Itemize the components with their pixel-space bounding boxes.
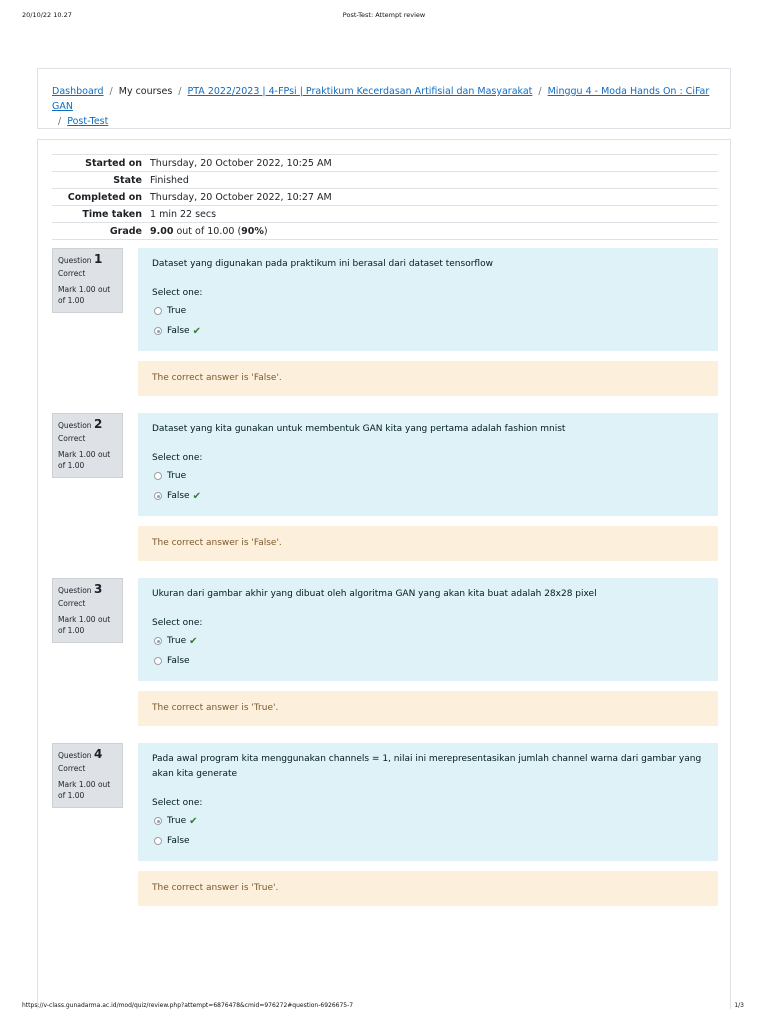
question-info (52, 578, 123, 643)
question-state: Correct (58, 599, 86, 608)
grade-percent: 90% (241, 225, 264, 237)
question-label: Question (58, 421, 92, 430)
question-number: 3 (93, 582, 103, 596)
breadcrumb-quiz-link[interactable]: Post-Test (67, 116, 109, 127)
summary-row-started (52, 155, 718, 172)
question-feedback (138, 526, 718, 561)
question-formulation (138, 248, 718, 351)
select-one-prompt: Select one: (152, 453, 203, 463)
select-one-prompt: Select one: (152, 798, 203, 808)
breadcrumb-card (37, 68, 731, 129)
option-false[interactable] (154, 831, 704, 851)
print-title: Post-Test: Attempt review (342, 11, 426, 19)
option-label: False (167, 325, 190, 336)
question-formulation (138, 578, 718, 681)
radio-icon[interactable] (154, 657, 162, 665)
option-label: False (167, 835, 190, 846)
radio-icon[interactable] (154, 637, 162, 645)
grade-label: Grade (109, 225, 142, 237)
correct-answer-text: The correct answer is 'True'. (152, 703, 279, 713)
radio-icon[interactable] (154, 327, 162, 335)
breadcrumb-separator: / (109, 86, 113, 97)
question-feedback (138, 361, 718, 396)
check-icon: ✔ (189, 815, 198, 827)
breadcrumb-separator: / (538, 86, 542, 97)
question-feedback (138, 691, 718, 726)
breadcrumb-separator: / (178, 86, 182, 97)
question-number: 1 (93, 252, 103, 266)
question-state: Correct (58, 764, 86, 773)
breadcrumb-week-link[interactable]: Minggu 4 - Moda Hands On : CiFar GAN (52, 86, 710, 112)
check-icon: ✔ (192, 490, 201, 502)
completed-label: Completed on (67, 191, 142, 203)
breadcrumb (52, 84, 722, 129)
grade-score: 9.00 (150, 225, 174, 237)
question-feedback (138, 871, 718, 906)
option-false[interactable] (154, 486, 704, 506)
question-state: Correct (58, 269, 86, 278)
option-label: False (167, 655, 190, 666)
correct-answer-text: The correct answer is 'False'. (152, 538, 282, 548)
breadcrumb-separator: / (58, 116, 62, 127)
question-text: Dataset yang kita gunakan untuk membentuk GAN kita yang pertama adalah fashion mnist (152, 424, 566, 434)
breadcrumb-my-courses: My courses (118, 86, 173, 97)
started-value: Thursday, 20 October 2022, 10:25 AM (150, 157, 332, 169)
option-label: True (167, 470, 187, 481)
check-icon: ✔ (189, 635, 198, 647)
question-mark: Mark 1.00 out of 1.00 (58, 450, 111, 470)
option-false[interactable] (154, 321, 704, 341)
question-info (52, 743, 123, 808)
option-true[interactable] (154, 301, 704, 321)
question-mark: Mark 1.00 out of 1.00 (58, 285, 111, 305)
radio-icon[interactable] (154, 837, 162, 845)
grade-value (150, 223, 718, 240)
option-false[interactable] (154, 651, 704, 671)
question-state: Correct (58, 434, 86, 443)
summary-row-completed (52, 189, 718, 206)
question-info (52, 413, 123, 478)
summary-row-state (52, 172, 718, 189)
breadcrumb-dashboard-link[interactable]: Dashboard (52, 86, 104, 97)
question-text: Dataset yang digunakan pada praktikum ini berasal dari dataset tensorflow (152, 259, 493, 269)
breadcrumb-course-link[interactable]: PTA 2022/2023 | 4-FPsi | Praktikum Kecerdasan Artifisial dan Masyarakat (187, 86, 533, 97)
radio-icon[interactable] (154, 492, 162, 500)
option-label: True (167, 815, 187, 826)
question-mark: Mark 1.00 out of 1.00 (58, 780, 111, 800)
summary-row-time (52, 206, 718, 223)
option-label: True (167, 305, 187, 316)
question-number: 2 (93, 417, 103, 431)
radio-icon[interactable] (154, 307, 162, 315)
option-label: True (167, 635, 187, 646)
summary-row-grade (52, 223, 718, 240)
state-label: State (113, 174, 142, 186)
question-label: Question (58, 256, 92, 265)
question-label: Question (58, 586, 92, 595)
correct-answer-text: The correct answer is 'True'. (152, 883, 279, 893)
time-taken-value: 1 min 22 secs (150, 208, 217, 220)
question-number: 4 (93, 747, 103, 761)
option-label: False (167, 490, 190, 501)
time-taken-label: Time taken (82, 208, 142, 220)
option-true[interactable] (154, 466, 704, 486)
select-one-prompt: Select one: (152, 288, 203, 298)
question-text: Pada awal program kita menggunakan channels = 1, nilai ini merepresentasikan jumlah channel warna dari gambar yang akan kita generate (152, 754, 702, 779)
question-mark: Mark 1.00 out of 1.00 (58, 615, 111, 635)
option-true[interactable] (154, 811, 704, 831)
question-label: Question (58, 751, 92, 760)
radio-icon[interactable] (154, 817, 162, 825)
state-value: Finished (150, 174, 189, 186)
print-page-number: 1/3 (734, 1002, 744, 1009)
completed-value: Thursday, 20 October 2022, 10:27 AM (150, 191, 332, 203)
question-text: Ukuran dari gambar akhir yang dibuat oleh algoritma GAN yang akan kita buat adalah 28x28 pixel (152, 589, 597, 599)
print-url: https://v-class.gunadarma.ac.id/mod/quiz/review.php?attempt=6876478&cmid=976272#question-6926675-7 (22, 1002, 354, 1009)
check-icon: ✔ (192, 325, 201, 337)
attempt-summary-table (52, 154, 718, 240)
question-formulation (138, 413, 718, 516)
option-true[interactable] (154, 631, 704, 651)
question-formulation (138, 743, 718, 861)
question-info (52, 248, 123, 313)
grade-close: ) (263, 225, 268, 237)
started-label: Started on (85, 157, 142, 169)
print-date: 20/10/22 10.27 (22, 11, 72, 19)
attempt-review-card (37, 139, 731, 1009)
grade-out-of: out of 10.00 ( (173, 225, 242, 237)
radio-icon[interactable] (154, 472, 162, 480)
select-one-prompt: Select one: (152, 618, 203, 628)
correct-answer-text: The correct answer is 'False'. (152, 373, 282, 383)
